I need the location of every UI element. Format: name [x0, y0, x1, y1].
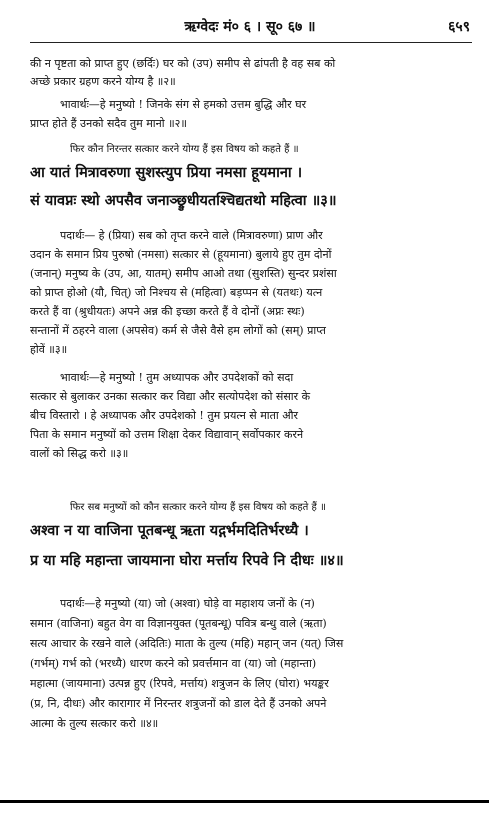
page-header [30, 17, 470, 39]
padartha-line: पदार्थः—हे मनुष्यो (या) जो (अश्वा) घोड़े वा महाशय जनों के (न) [60, 597, 315, 610]
text-line: की न पृष्टता को प्राप्त हुए (छर्दिः) घर को (उप) समीप से ढांपती है वह सब को [30, 57, 336, 70]
text-line: बीच विस्तारो । हे अध्यापक और उपदेशको ! तुम प्रयत्न से माता और [30, 409, 299, 422]
padartha-line: पदार्थः— हे (प्रिया) सब को तृप्त करने वाले (मित्रावरुणा) प्राण और [60, 229, 323, 242]
text-line: (प्र, नि, दीधः) और कारागार में निरन्तर शत्रुजनों को डाल देते हैं उनको अपने [30, 697, 327, 710]
text-line: होवें ॥३॥ [30, 343, 68, 356]
text-line: सन्तानों में ठहरने वाला (अपसेव) कर्म से जैसे वैसे हम लोगों को (सम्) प्राप्त [30, 324, 326, 337]
text-line: उदान के समान प्रिय पुरुषो (नमसा) सत्कार से (हूयमाना) बुलाये हुए तुम दोनों [30, 248, 332, 261]
section-intro: फिर कौन निरन्तर सत्कार करने योग्य हैं इस विषय को कहते हैं ॥ [70, 144, 299, 155]
scan-bottom-edge [0, 800, 489, 803]
text-line: सत्कार से बुलाकर उनका सत्कार कर विद्या और सत्योपदेश को संसार के [30, 390, 311, 403]
text-line: अच्छे प्रकार ग्रहण करने योग्य है ॥२॥ [30, 75, 176, 88]
mantra-line: सं यावप्नः स्थो अपसैव जनाञ्छ्रुधीयतश्चिद्यतथो महित्वा ॥३॥ [30, 192, 337, 209]
mantra-line: अश्वा न या वाजिना पूतबन्धू ऋता यद्गर्भमदितिर्भरध्यै । [30, 522, 309, 539]
text-line: वालों को सिद्ध करो ॥३॥ [30, 447, 129, 460]
text-line: (गर्भम्) गर्भ को (भरध्यै) धारण करने को प्रवर्त्तमान वा (या) जो (महान्ता) [30, 657, 317, 670]
section-intro: फिर सब मनुष्यों को कौन सत्कार करने योग्य हैं इस विषय को कहते हैं ॥ [70, 502, 327, 513]
mantra-line: आ यातं मित्रावरुणा सुशस्त्युप प्रिया नमसा हूयमाना । [30, 164, 303, 181]
page-number: ६५९ [448, 19, 470, 35]
text-line: पिता के समान मनुष्यों को उत्तम शिक्षा देकर विद्यावान् सर्वोपकार करने [30, 428, 304, 441]
text-line: करते हैं वा (श्रुधीयतः) अपने अन्न की इच्छा करते हैं वे दोनों (अप्नः स्थः) [30, 305, 305, 318]
text-line: को प्राप्त होओ (यौ, चित्) जो निश्चय से (महित्वा) बड़प्पन से (यतथः) यत्न [30, 286, 323, 299]
text-line: प्राप्त होते हैं उनको सदैव तुम मानो ॥२॥ [30, 117, 187, 130]
text-line: महात्मा (जायमाना) उत्पन्न हुए (रिपवे, मर्त्ताय) शत्रुजन के लिए (घोरा) भयङ्कर [30, 677, 329, 690]
mantra-line: प्र या महि महान्ता जायमाना घोरा मर्त्ताय रिपवे नि दीधः ॥४॥ [30, 552, 344, 569]
header-rule [30, 42, 472, 43]
running-title: ऋग्वेदः मं० ६ । सू० ६७ ॥ [184, 19, 316, 35]
text-line: सत्य आचार के रखने वाले (अदितिः) माता के तुल्य (महि) महान् जन (यत्) जिस [30, 637, 344, 650]
bhavartha-line: भावार्थः—हे मनुष्यो ! तुम अध्यापक और उपदेशकों को सदा [60, 371, 294, 384]
text-line: समान (वाजिना) बहुत वेग वा विज्ञानयुक्त (पूतबन्धू) पवित्र बन्धु वाले (ऋता) [30, 617, 327, 630]
text-line: आत्मा के तुल्य सत्कार करो ॥४॥ [30, 717, 159, 730]
bhavartha-line: भावार्थः—हे मनुष्यो ! जिनके संग से हमको उत्तम बुद्धि और घर [60, 98, 307, 111]
text-line: (जनान्) मनुष्य के (उप, आ, यातम्) समीप आओ तथा (सुशस्ति) सुन्दर प्रशंसा [30, 267, 337, 280]
